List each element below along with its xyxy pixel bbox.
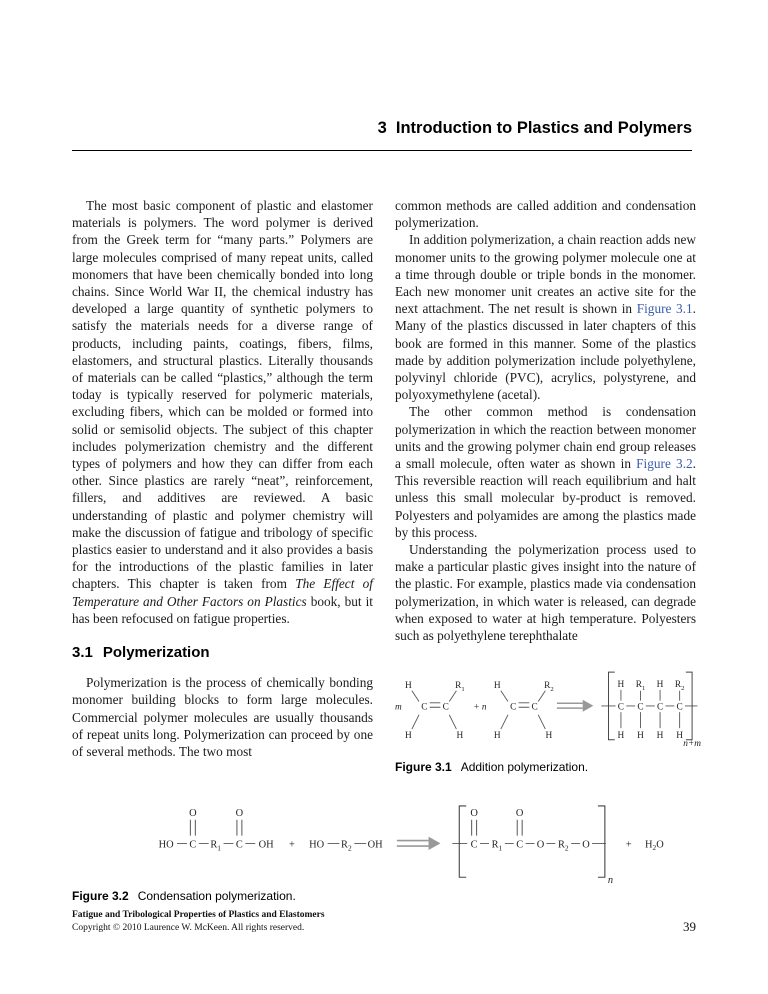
water-label: $H_2O$ [645,839,664,852]
reaction-arrow-head [429,837,441,850]
figure-caption-label: Figure 3.1 [395,760,452,775]
text-run: . Many of the plastics discussed in later chapters of this book are formed in this manner. Some of the plastics made by addition polymerization include polyethylene, polyvinyl chloride (PVC), acrylics, polystyrene, and polyoxymethylene (acetal). [395,301,696,403]
atom-label: O [470,807,478,819]
chapter-title [72,116,692,140]
atom-label: C [442,702,449,713]
atom-label: $R_1$ [210,839,221,853]
atom-label: C [656,702,664,713]
atom-label: H [493,731,501,742]
double-bond [472,820,477,836]
figure-caption-text: Addition polymerization. [460,760,589,775]
condensation-polymerization-diagram [72,798,696,885]
figure-3-2-caption [72,889,696,903]
chapter-number: 3 [377,119,387,137]
text-run: The most basic component of plastic and elastomer materials is polymers. The word polymer is derived from the Greek term for “many parts.” Polymers are large molecules comprised of many repeat units, called monomers that have been chemically bonded into long chains. Since World War II, the chemical industry has developed a large quantity of synthetic polymers to satisfy the materials needs for a diverse range of products, including paints, coatings, fibers, films, elastomers, and structural plastics. Literally thousands of materials can be called “plastics,” although the term today is typically reserved for polymeric materials, excluding fibers, which can be molded or formed into solid or semisolid objects. The subject of this chapter includes polymerization chemistry and the different types of polymers and how they can differ from each other. Since plastics are rarely “neat”, reinforcement, fillers, and additives are reviewed. A basic understanding of plastic and polymer chemistry will make the discussion of fatigue and tribology of specific plastics easier to understand and it also provides a basis for the introductions of the plastic families in later chapters. This chapter is taken from [72,198,373,592]
atom-label: $R_2$ [674,680,685,693]
repeat-subscript: n [607,875,614,886]
atom-label: $R_2$ [341,839,352,853]
text-run: Understanding the polymerization process used to make a particular plastic gives insight into the nature of the plastic. For example, plastics made via condensation polymerization, in which water is released, can degrade when exposed to water at high temperature. Polyesters such as polyethylene terephthalate [395,542,696,644]
figure-3-1 [395,665,701,776]
plus-sign: + [625,839,632,851]
text-run: common methods are called addition and condensation polymerization. [395,198,696,231]
section-title-text: Polymerization [102,644,210,662]
figure-reference-link[interactable]: Figure 3.2 [636,456,693,472]
paragraph [395,197,696,231]
title-rule [72,150,692,151]
figure-3-1-caption [395,759,696,776]
page-footer [72,909,696,935]
atom-label: HO [309,839,325,851]
atom-label: H [676,731,684,742]
plus-n: + n [473,702,487,713]
bond-lines [412,691,456,729]
reaction-arrow-head [583,700,594,712]
paragraph [395,541,696,644]
figure-3-2 [72,798,696,903]
atom-label: $R_2$ [557,839,569,853]
text-run: Polymerization is the process of chemically bonding monomer building blocks to form large molecules. Commercial polymer molecules are usually thousands of repeat units long. Polymerization can proceed by one of several methods. The two most [72,675,373,760]
figure-caption-text: Condensation polymerization. [137,889,296,904]
atom-label: H [617,731,625,742]
body-columns [72,197,701,776]
figure-caption-label: Figure 3.2 [72,889,129,904]
atom-label: C [676,702,683,713]
italic-text-run: The Effect of Temperature and Other Factors on Plastics [72,576,373,609]
atom-label: H [617,680,625,691]
left-column [72,197,373,776]
atom-label: H [404,731,412,742]
figure-reference-link[interactable]: Figure 3.1 [636,301,693,317]
section-number: 3.1 [72,644,93,662]
right-column [395,197,701,776]
footer-book-title: Fatigue and Tribological Properties of Plastics and Elastomers [72,910,325,920]
reaction-arrow [557,704,583,709]
paragraph [395,403,696,541]
chapter-title-text: Introduction to Plastics and Polymers [395,119,692,137]
repeat-subscript: n+m [683,739,701,749]
section-heading [72,644,373,661]
left-bracket [459,806,466,877]
atom-label: $R_1$ [455,681,465,694]
footer-copyright: Copyright © 2010 Laurence W. McKeen. All rights reserved. [72,923,305,933]
atom-label: OH [367,839,383,851]
right-bracket [598,806,605,877]
atom-label: O [189,807,197,819]
paragraph [72,197,373,627]
page-number: 39 [683,919,696,934]
atom-label: H [656,731,664,742]
atom-label: H [404,681,412,692]
double-bond [517,820,522,836]
plus-sign: + [288,839,295,851]
reaction-arrow [397,841,429,846]
substituent-bonds [621,690,680,728]
atom-label: H [456,731,464,742]
text-run: . This reversible reaction will reach equilibrium and halt unless this small molecular by-product is removed. Polyesters and polyamides are among the plastics made by this process. [395,456,696,540]
text-run: In addition polymerization, a chain reaction adds new monomer units to the growing polymer molecule one at a time through double or triple bonds in the monomer. Each new monomer unit creates an active site for the next attachment. The net result is shown in [395,232,696,317]
atom-label: H [656,680,664,691]
text-run: book, but it has been refocused on fatigue properties. [72,593,373,626]
double-bond [190,820,195,836]
atom-label: H [637,731,644,742]
paragraph [72,674,373,760]
atom-label: O [235,807,244,819]
atom-label: O [582,839,590,851]
atom-label: OH [258,839,274,851]
atom-label: $R_2$ [544,681,554,694]
atom-label: H [545,731,553,742]
atom-label: C [189,839,197,851]
atom-label: O [536,839,545,851]
atom-label: C [421,702,428,713]
atom-label: C [510,702,517,713]
atom-label: HO [158,839,174,851]
atom-label: $R_1$ [491,839,503,853]
bond-lines [501,691,545,729]
atom-label: C [516,839,524,851]
atom-label: C [235,839,243,851]
paragraph [395,231,696,403]
atom-label: C [637,702,644,713]
atom-label: C [531,702,538,713]
coefficient-m: m [395,702,402,713]
text-run: The other common method is condensation polymerization in which the reaction between monomer units and the growing polymer chain end group releases a small molecule, often water as shown in [395,404,696,472]
double-bond [237,820,242,836]
atom-label: $R_1$ [635,680,646,693]
atom-label: C [617,702,625,713]
atom-label: C [470,839,478,851]
atom-label: O [515,807,524,819]
addition-polymerization-diagram [395,665,701,749]
atom-label: H [493,681,501,692]
